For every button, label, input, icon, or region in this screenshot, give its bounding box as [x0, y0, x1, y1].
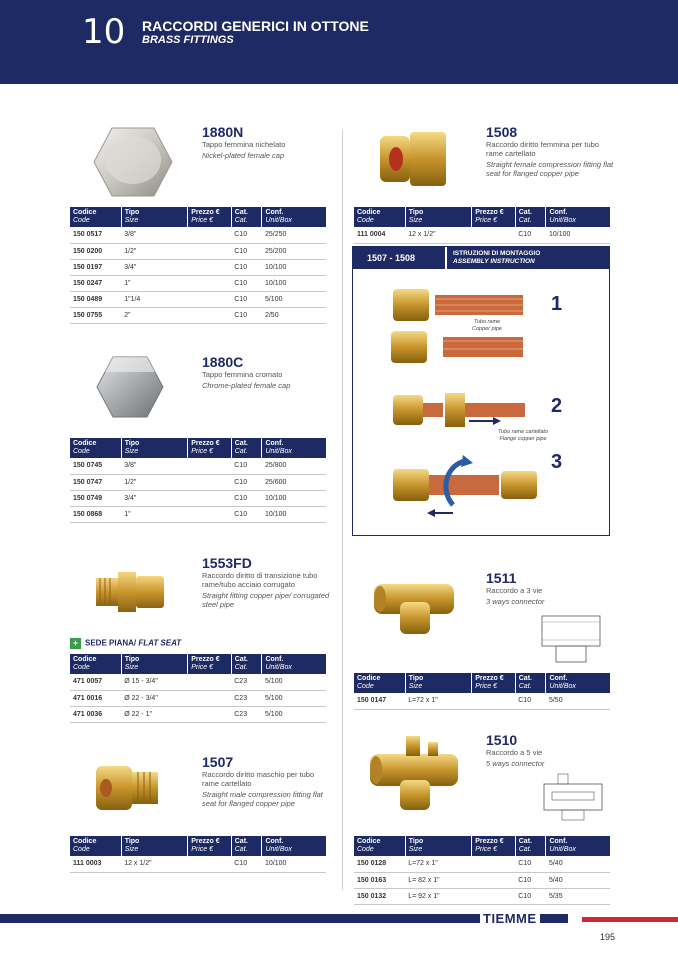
- product-code: 1510: [486, 732, 518, 748]
- size-cell: L=72 x 1": [405, 856, 472, 872]
- column-header: Conf. Unit/Box: [546, 836, 610, 856]
- conf-cell: 5/100: [262, 690, 326, 706]
- male-compression-fitting-image: [92, 760, 162, 816]
- size-cell: 3/4": [121, 259, 188, 275]
- product-code: 1880N: [202, 124, 244, 140]
- price-cell: [188, 307, 232, 323]
- price-cell: [472, 872, 516, 888]
- cat-cell: C23: [231, 706, 262, 722]
- transition-fitting-image: [94, 568, 166, 616]
- price-cell: [188, 690, 232, 706]
- code-cell: 111 0004: [354, 227, 405, 243]
- column-header: Codice Code: [70, 654, 121, 674]
- size-cell: 1": [121, 275, 188, 291]
- column-header: Tipo Size: [121, 438, 188, 458]
- size-cell: L= 82 x 1": [405, 872, 472, 888]
- column-header: Codice Code: [354, 836, 405, 856]
- code-cell: 150 0163: [354, 872, 405, 888]
- table-row: [70, 506, 326, 522]
- product-code: 1511: [486, 570, 517, 586]
- column-header: Tipo Size: [405, 207, 472, 227]
- column-header: Cat. Cat.: [231, 836, 262, 856]
- column-header: Conf. Unit/Box: [262, 836, 326, 856]
- code-cell: 471 0057: [70, 674, 121, 690]
- step-number: 1: [551, 293, 563, 315]
- cat-cell: C10: [231, 227, 262, 243]
- price-cell: [188, 291, 232, 307]
- price-cell: [472, 888, 516, 904]
- column-header: Codice Code: [70, 438, 121, 458]
- conf-cell: 5/100: [262, 291, 326, 307]
- conf-cell: 5/35: [546, 888, 610, 904]
- conf-cell: 5/100: [262, 706, 326, 722]
- price-cell: [188, 856, 232, 872]
- table-row: [70, 856, 326, 872]
- table-row: [70, 243, 326, 259]
- table-row: [70, 259, 326, 275]
- five-way-connector-image: [366, 732, 462, 814]
- table-row: [70, 674, 326, 690]
- price-cell: [472, 227, 516, 243]
- price-cell: [188, 259, 232, 275]
- size-cell: L=72 x 1": [405, 693, 472, 709]
- price-cell: [188, 674, 232, 690]
- three-way-connector-drawing: [536, 606, 606, 666]
- flat-seat-label: + SEDE PIANA/ FLAT SEAT: [70, 638, 181, 649]
- price-cell: [188, 474, 232, 490]
- column-header: Conf. Unit/Box: [262, 438, 326, 458]
- code-cell: 150 0868: [70, 506, 121, 522]
- size-cell: 1": [121, 506, 188, 522]
- column-header: Prezzo € Price €: [472, 673, 516, 693]
- table-row: [354, 693, 610, 709]
- code-cell: 150 0200: [70, 243, 121, 259]
- assembly-header: [353, 247, 609, 269]
- column-header: Cat. Cat.: [231, 207, 262, 227]
- product-1880n: [202, 124, 332, 160]
- step-number: 2: [551, 395, 563, 417]
- chapter-subtitle: BRASS FITTINGS: [142, 34, 234, 46]
- product-1508: [486, 124, 616, 178]
- cat-cell: C10: [231, 275, 262, 291]
- column-header: Codice Code: [354, 207, 405, 227]
- footer-accent: [582, 917, 678, 922]
- price-cell: [472, 856, 516, 872]
- code-cell: 471 0036: [70, 706, 121, 722]
- code-cell: 150 0489: [70, 291, 121, 307]
- column-header: Cat. Cat.: [515, 836, 546, 856]
- size-cell: 12 x 1/2": [121, 856, 188, 872]
- product-description-it: Raccordo a 3 vie: [486, 586, 543, 595]
- size-cell: 1/2": [121, 474, 188, 490]
- table-row: [70, 690, 326, 706]
- code-cell: 150 0247: [70, 275, 121, 291]
- cat-cell: C10: [231, 243, 262, 259]
- product-description-en: Chrome-plated female cap: [202, 381, 291, 390]
- product-description-en: 3 ways connector: [486, 597, 545, 606]
- table-row: [70, 490, 326, 506]
- code-cell: 150 0147: [354, 693, 405, 709]
- cat-cell: C10: [231, 291, 262, 307]
- chrome-cap-image: [95, 352, 165, 422]
- price-cell: [188, 506, 232, 522]
- column-header: Tipo Size: [405, 836, 472, 856]
- conf-cell: 25/800: [262, 458, 326, 474]
- table-1553fd: [70, 654, 326, 723]
- column-header: Codice Code: [70, 836, 121, 856]
- conf-cell: 10/100: [262, 490, 326, 506]
- conf-cell: 5/100: [262, 674, 326, 690]
- cat-cell: C10: [515, 888, 546, 904]
- code-cell: 111 0003: [70, 856, 121, 872]
- female-compression-fitting-image: [378, 128, 448, 190]
- page-header: [0, 0, 678, 84]
- cat-cell: C10: [231, 259, 262, 275]
- size-cell: 1"1/4: [121, 291, 188, 307]
- cat-cell: C10: [231, 506, 262, 522]
- nickel-cap-image: [92, 122, 174, 200]
- table-1507: [70, 836, 326, 873]
- conf-cell: 10/100: [546, 227, 610, 243]
- product-description-it: Raccordo diritto femmina per tubo rame cartellato: [486, 140, 599, 158]
- column-header: Prezzo € Price €: [188, 207, 232, 227]
- step-number: 3: [551, 451, 563, 473]
- product-1880c: [202, 354, 332, 390]
- column-header: Cat. Cat.: [515, 673, 546, 693]
- table-1510: [354, 836, 610, 905]
- column-header: Prezzo € Price €: [188, 654, 232, 674]
- cat-cell: C23: [231, 674, 262, 690]
- assembly-title: ISTRUZIONI DI MONTAGGIO: [453, 250, 541, 257]
- product-1507: [202, 754, 332, 808]
- cat-cell: C10: [231, 856, 262, 872]
- product-description-it: Raccordo a 5 vie: [486, 748, 543, 757]
- table-row: [70, 706, 326, 722]
- code-cell: 150 0747: [70, 474, 121, 490]
- column-header: Cat. Cat.: [231, 654, 262, 674]
- assembly-subtitle: ASSEMBLY INSTRUCTION: [453, 258, 535, 265]
- column-divider: [342, 130, 343, 890]
- brand-logo: TIEMME: [480, 911, 540, 926]
- code-cell: 150 0132: [354, 888, 405, 904]
- assembly-codes: 1507 - 1508: [367, 253, 416, 263]
- size-cell: Ø 22 - 1": [121, 706, 188, 722]
- cat-cell: C10: [231, 458, 262, 474]
- price-cell: [472, 693, 516, 709]
- conf-cell: 10/100: [262, 275, 326, 291]
- table-row: [354, 227, 610, 243]
- table-row: [70, 291, 326, 307]
- size-cell: L= 92 x 1": [405, 888, 472, 904]
- price-cell: [188, 458, 232, 474]
- code-cell: 150 0197: [70, 259, 121, 275]
- column-header: Cat. Cat.: [515, 207, 546, 227]
- chapter-title: RACCORDI GENERICI IN OTTONE: [142, 18, 369, 34]
- product-code: 1880C: [202, 354, 244, 370]
- table-row: [70, 227, 326, 243]
- product-description-en: Straight fitting copper pipe/ corrugated steel pipe: [202, 591, 330, 609]
- code-cell: 150 0745: [70, 458, 121, 474]
- table-1508: [354, 207, 610, 244]
- fitting-shape: [393, 289, 429, 321]
- copper-pipe-label: Tubo rame Copper pipe: [472, 319, 502, 332]
- conf-cell: 10/100: [262, 259, 326, 275]
- cat-cell: C10: [515, 693, 546, 709]
- size-cell: 1/2": [121, 243, 188, 259]
- conf-cell: 10/100: [262, 856, 326, 872]
- cat-cell: C23: [231, 690, 262, 706]
- size-cell: 3/8": [121, 458, 188, 474]
- conf-cell: 25/200: [262, 243, 326, 259]
- page-number: 195: [600, 932, 616, 942]
- code-cell: 150 0128: [354, 856, 405, 872]
- conf-cell: 25/600: [262, 474, 326, 490]
- table-header-row: [70, 438, 326, 458]
- column-header: Cat. Cat.: [231, 438, 262, 458]
- table-row: [70, 275, 326, 291]
- column-header: Conf. Unit/Box: [546, 207, 610, 227]
- column-header: Tipo Size: [121, 836, 188, 856]
- product-description-it: Tappo femmina nichelato: [202, 140, 286, 149]
- column-header: Codice Code: [70, 207, 121, 227]
- table-header-row: [354, 673, 610, 693]
- product-1553fd: [202, 555, 332, 609]
- price-cell: [188, 490, 232, 506]
- product-code: 1553FD: [202, 555, 252, 571]
- table-row: [354, 856, 610, 872]
- product-description-it: Raccordo diritto di transizione tubo rame/tubo acciaio corrugato: [202, 571, 318, 589]
- cat-cell: C10: [231, 307, 262, 323]
- product-1511: [486, 570, 616, 606]
- three-way-connector-image: [370, 572, 460, 638]
- cat-cell: C10: [515, 856, 546, 872]
- column-header: Prezzo € Price €: [472, 836, 516, 856]
- table-1511: [354, 673, 610, 710]
- column-header: Tipo Size: [121, 207, 188, 227]
- size-cell: Ø 22 - 3/4": [121, 690, 188, 706]
- product-code: 1508: [486, 124, 518, 140]
- table-header-row: [70, 654, 326, 674]
- conf-cell: 5/50: [546, 693, 610, 709]
- size-cell: 3/8": [121, 227, 188, 243]
- table-row: [354, 888, 610, 904]
- price-cell: [188, 243, 232, 259]
- product-description-en: Straight male compression fitting flat seat for flanged copper pipe: [202, 790, 323, 808]
- size-cell: Ø 15 - 3/4": [121, 674, 188, 690]
- column-header: Prezzo € Price €: [188, 836, 232, 856]
- conf-cell: 5/40: [546, 872, 610, 888]
- table-header-row: [354, 836, 610, 856]
- product-description-it: Tappo femmina cromato: [202, 370, 283, 379]
- chapter-number: 10: [82, 12, 126, 52]
- cat-cell: C10: [231, 474, 262, 490]
- size-cell: 3/4": [121, 490, 188, 506]
- table-header-row: [354, 207, 610, 227]
- price-cell: [188, 227, 232, 243]
- column-header: Prezzo € Price €: [188, 438, 232, 458]
- code-cell: 150 0755: [70, 307, 121, 323]
- flange-pipe-label: Tubo rame cartellato Flange copper pipe: [497, 429, 549, 442]
- plus-icon: +: [70, 638, 81, 649]
- conf-cell: 10/100: [262, 506, 326, 522]
- product-description-en: 5 ways connector: [486, 759, 545, 768]
- column-header: Conf. Unit/Box: [262, 207, 326, 227]
- table-row: [70, 474, 326, 490]
- conf-cell: 5/40: [546, 856, 610, 872]
- code-cell: 150 0517: [70, 227, 121, 243]
- cat-cell: C10: [515, 872, 546, 888]
- cat-cell: C10: [231, 490, 262, 506]
- table-header-row: [70, 836, 326, 856]
- assembly-instructions: [352, 246, 610, 536]
- conf-cell: 2/50: [262, 307, 326, 323]
- five-way-connector-drawing: [538, 770, 608, 824]
- table-header-row: [70, 207, 326, 227]
- product-description-en: Straight female compression fitting flat seat for flanged copper pipe: [486, 160, 614, 178]
- table-row: [354, 872, 610, 888]
- product-description-it: Raccordo diritto maschio per tubo rame cartellato: [202, 770, 315, 788]
- table-row: [70, 458, 326, 474]
- price-cell: [188, 275, 232, 291]
- table-row: [70, 307, 326, 323]
- price-cell: [188, 706, 232, 722]
- product-code: 1507: [202, 754, 234, 770]
- column-header: Codice Code: [354, 673, 405, 693]
- size-cell: 2": [121, 307, 188, 323]
- conf-cell: 25/250: [262, 227, 326, 243]
- column-header: Tipo Size: [121, 654, 188, 674]
- column-header: Prezzo € Price €: [472, 207, 516, 227]
- table-1880n: [70, 207, 326, 324]
- product-1510: [486, 732, 616, 768]
- table-1880c: [70, 438, 326, 523]
- column-header: Conf. Unit/Box: [262, 654, 326, 674]
- column-header: Conf. Unit/Box: [546, 673, 610, 693]
- product-description-en: Nickel-plated female cap: [202, 151, 285, 160]
- size-cell: 12 x 1/2": [405, 227, 472, 243]
- code-cell: 471 0016: [70, 690, 121, 706]
- column-header: Tipo Size: [405, 673, 472, 693]
- assembly-diagram: [353, 269, 609, 535]
- cat-cell: C10: [515, 227, 546, 243]
- code-cell: 150 0749: [70, 490, 121, 506]
